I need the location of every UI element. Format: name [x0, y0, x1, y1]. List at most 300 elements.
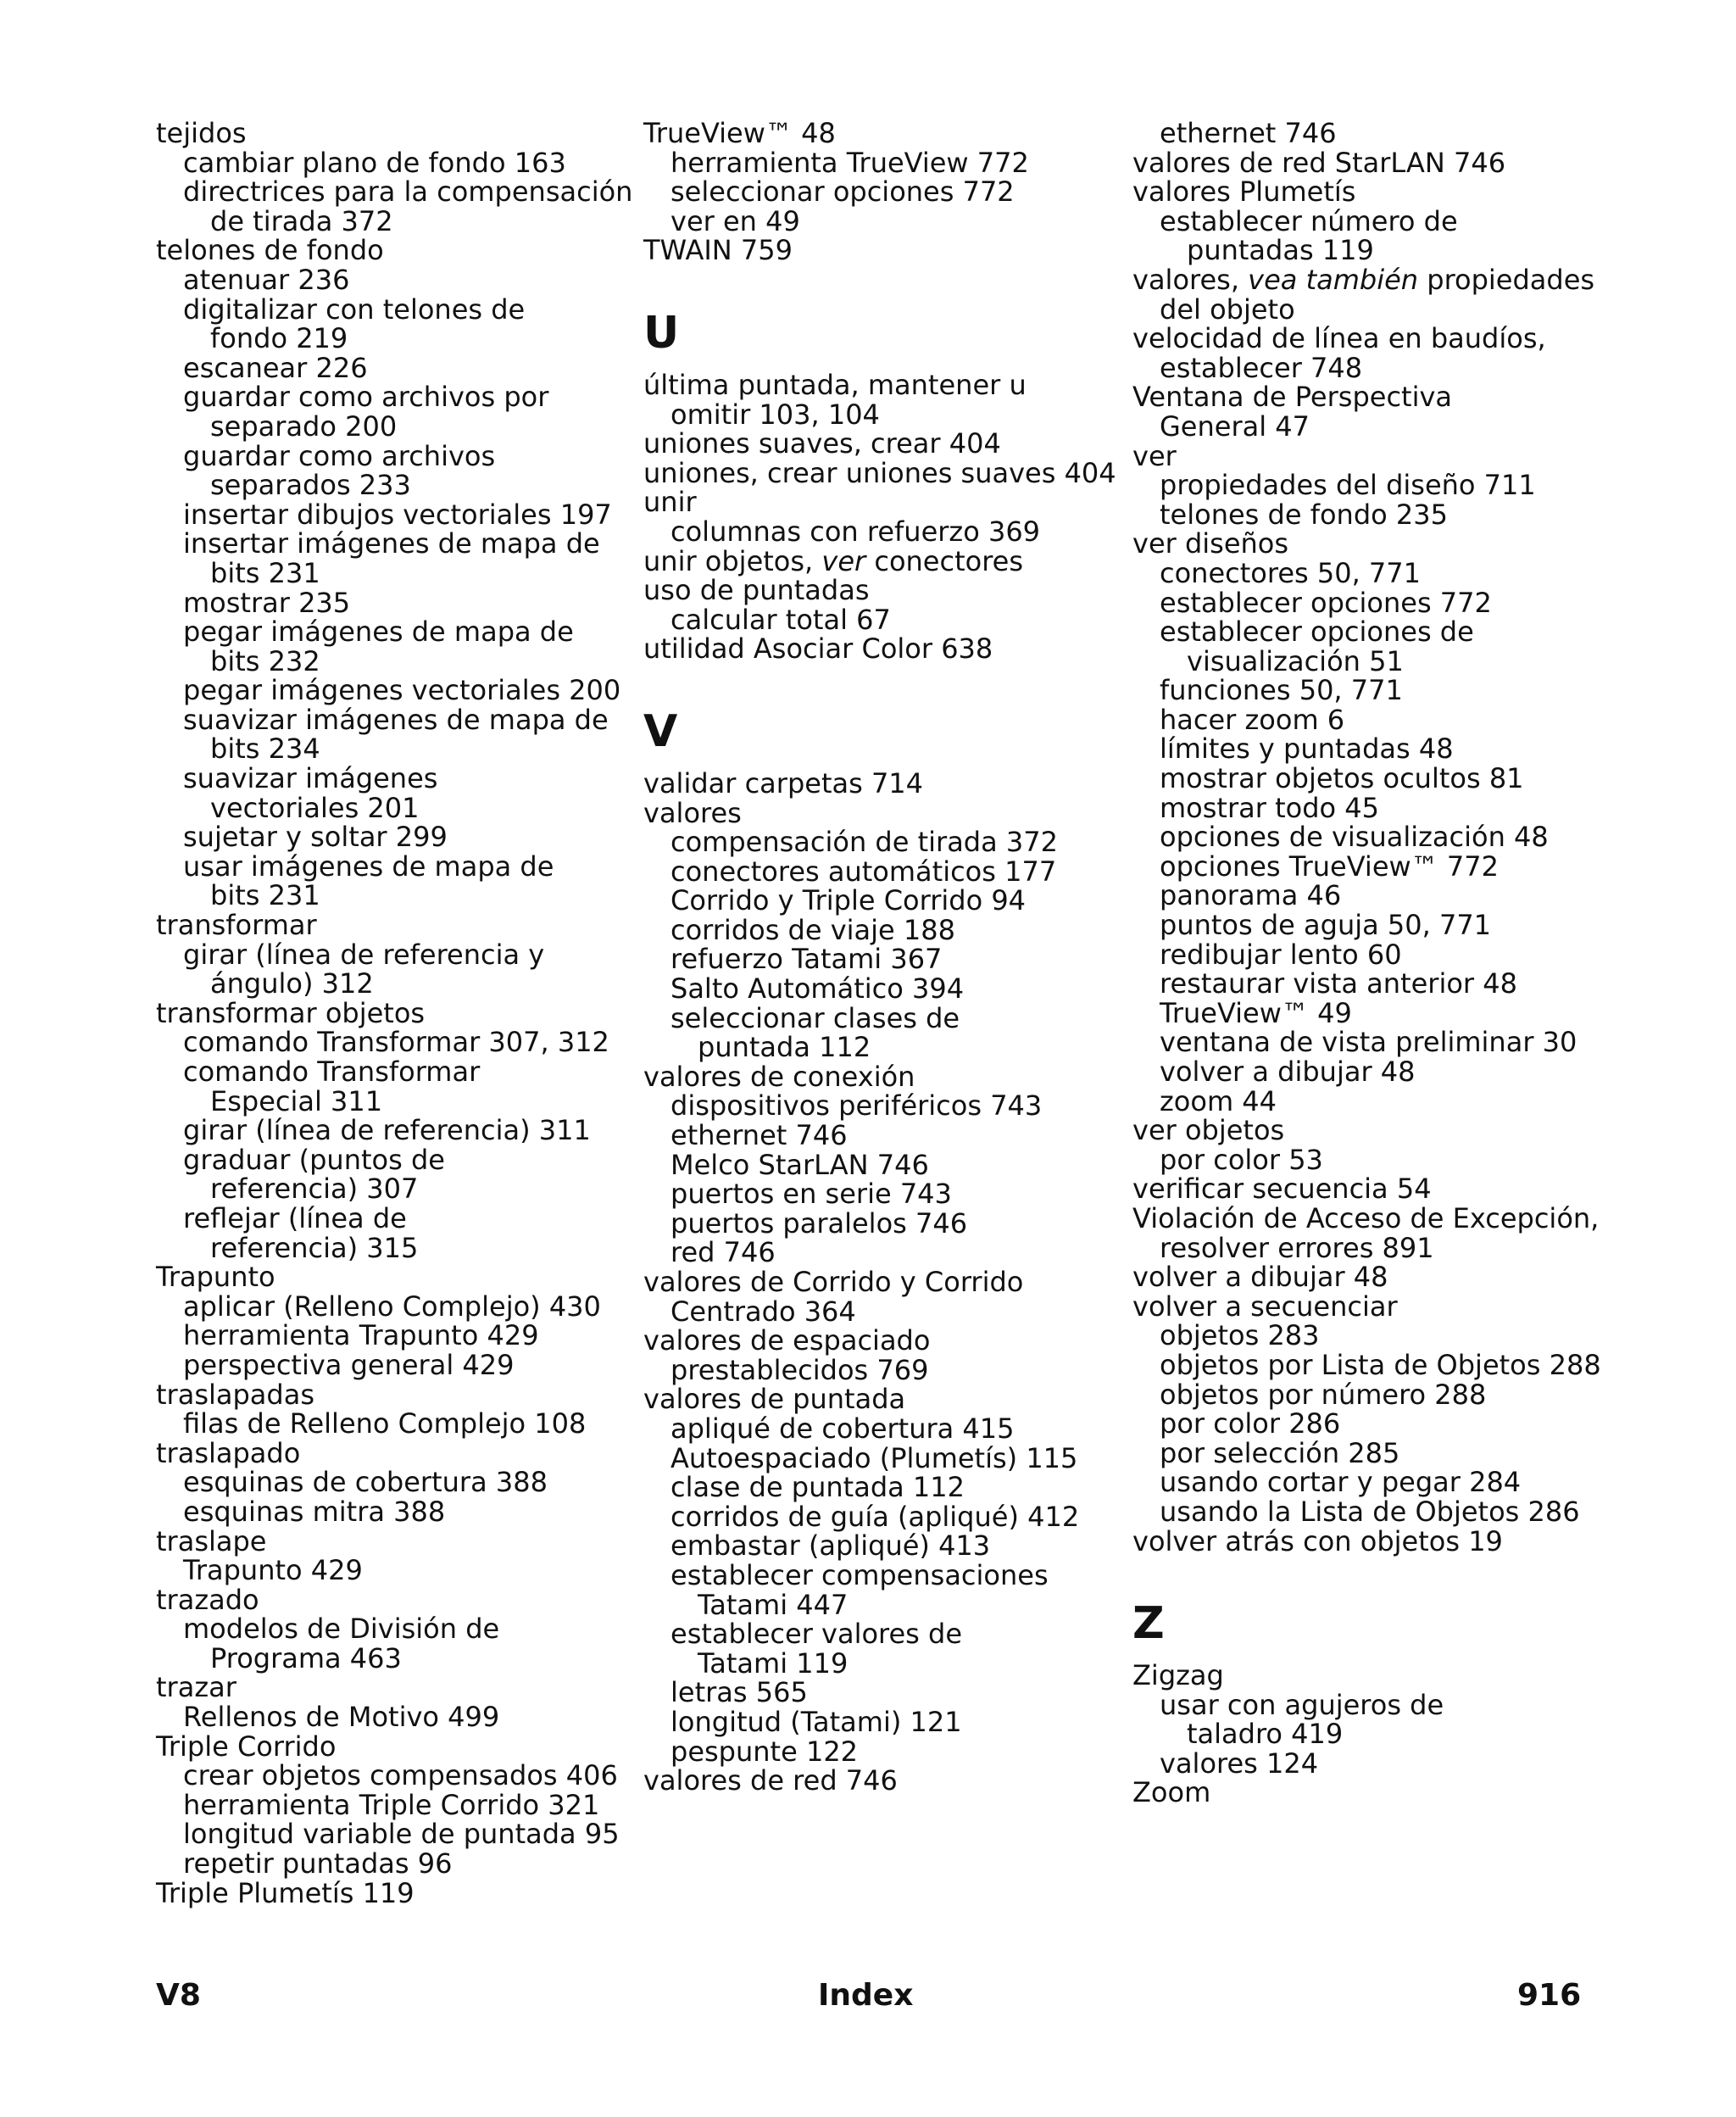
- entry-text: Rellenos de Motivo 499: [183, 1701, 500, 1734]
- index-entry: [643, 1384, 1127, 1414]
- index-entry: [1132, 529, 1641, 559]
- entry-text: objetos por número 288: [1160, 1378, 1487, 1411]
- entry-text: opciones TrueView™ 772: [1160, 850, 1499, 883]
- entry-text: Especial 311: [210, 1084, 383, 1117]
- entry-text: ver en 49: [670, 204, 800, 237]
- entry-text: red 746: [670, 1236, 776, 1269]
- index-subentry: [1132, 881, 1641, 911]
- index-subentry: [156, 1614, 631, 1644]
- entry-text: Programa 463: [210, 1641, 402, 1674]
- index-subentry: [156, 764, 631, 794]
- entry-text: calcular total 67: [670, 603, 891, 636]
- index-subentry: [156, 969, 631, 999]
- index-subentry: [643, 827, 1127, 857]
- section-letter: U: [643, 307, 680, 359]
- entry-text: transformar objetos: [156, 996, 426, 1029]
- index-subentry: [1132, 617, 1641, 647]
- index-subentry: [1132, 969, 1641, 999]
- entry-text: atenuar 236: [183, 263, 350, 296]
- index-entry: [1132, 1116, 1641, 1145]
- entry-text: mostrar 235: [183, 586, 351, 619]
- index-entry: [1132, 1524, 1641, 1557]
- footer-page-number: 916: [1517, 1978, 1582, 2013]
- index-entry: [1132, 177, 1641, 207]
- index-subentry: [156, 1057, 631, 1087]
- index-subentry: [643, 1033, 1127, 1062]
- entry-text: crear objetos compensados 406: [183, 1759, 618, 1792]
- entry-text: volver a secuenciar: [1132, 1290, 1398, 1323]
- index-subentry: [1132, 1321, 1641, 1351]
- entry-text: seleccionar clases de: [670, 1001, 960, 1034]
- index-subentry: [156, 471, 631, 500]
- index-subentry: [156, 791, 631, 824]
- entry-text: referencia) 307: [210, 1173, 419, 1206]
- index-subentry: [1132, 1028, 1641, 1057]
- index-subentry: [1132, 1468, 1641, 1497]
- entry-text: restaurar vista anterior 48: [1160, 967, 1517, 1000]
- entry-text: perspectiva general 429: [183, 1348, 515, 1381]
- entry-text: última puntada, mantener u: [643, 368, 1027, 401]
- entry-text: volver atrás con objetos 19: [1132, 1524, 1503, 1557]
- entry-text: puertos en serie 743: [670, 1178, 952, 1211]
- index-subentry: [1132, 471, 1641, 500]
- entry-text: columnas con refuerzo 369: [670, 515, 1041, 548]
- entry-text: Tatami 119: [698, 1646, 849, 1680]
- index-subentry: [156, 940, 631, 970]
- entry-text: ethernet 746: [1160, 117, 1337, 149]
- index-subentry: [1132, 1497, 1641, 1527]
- entry-text: directrices para la compensación: [183, 175, 633, 209]
- section-letter: V: [643, 705, 678, 757]
- entry-text: corridos de viaje 188: [670, 913, 955, 946]
- entry-text: volver a dibujar 48: [1132, 1261, 1388, 1294]
- index-subentry: [156, 676, 631, 705]
- index-subentry: [643, 1619, 1127, 1649]
- index-subentry: [643, 1588, 1127, 1621]
- index-subentry: [1132, 940, 1641, 970]
- index-subentry: [643, 517, 1127, 547]
- index-entry: [1132, 1778, 1641, 1808]
- index-subentry: [1132, 644, 1641, 677]
- entry-text: uniones, crear uniones suaves 404: [643, 456, 1116, 489]
- entry-text: valores,: [1132, 263, 1249, 296]
- entry-text: girar (línea de referencia) 311: [183, 1114, 591, 1147]
- index-subentry: [643, 886, 1127, 916]
- entry-text: por selección 285: [1160, 1436, 1400, 1469]
- entry-text: Trapunto 429: [183, 1554, 363, 1587]
- index-subentry: [1132, 292, 1641, 326]
- index-subentry: [1132, 1719, 1641, 1749]
- index-entry: [156, 1585, 631, 1615]
- index-entry: [643, 544, 1127, 577]
- entry-text: apliqué de cobertura 415: [670, 1412, 1015, 1445]
- index-entry: [156, 1380, 631, 1410]
- entry-text: herramienta Triple Corrido 321: [183, 1788, 600, 1821]
- entry-text: graduar (puntos de: [183, 1143, 445, 1176]
- index-subentry: [1132, 236, 1641, 265]
- entry-text: establecer 748: [1160, 351, 1363, 384]
- index-subentry: [156, 1849, 631, 1879]
- entry-text: longitud variable de puntada 95: [183, 1818, 620, 1851]
- index-subentry: [1132, 1231, 1641, 1264]
- index-entry: [1132, 265, 1641, 295]
- entry-text: longitud (Tatami) 121: [670, 1705, 962, 1738]
- entry-text: objetos por Lista de Objetos 288: [1160, 1348, 1601, 1381]
- index-subentry: [643, 1531, 1127, 1561]
- entry-text: usar imágenes de mapa de: [183, 850, 554, 883]
- entry-text: dispositivos periféricos 743: [670, 1089, 1043, 1123]
- index-subentry: [156, 1468, 631, 1497]
- entry-text: puntos de aguja 50, 771: [1160, 909, 1492, 942]
- index-subentry: [643, 400, 1127, 430]
- entry-text: puntadas 119: [1187, 234, 1374, 267]
- index-subentry: [1132, 1348, 1641, 1381]
- index-entry: [1132, 148, 1641, 178]
- index-subentry: [643, 1206, 1127, 1240]
- entry-text: traslape: [156, 1524, 267, 1557]
- entry-text: opciones de visualización 48: [1160, 821, 1549, 854]
- entry-text: trazado: [156, 1583, 259, 1616]
- entry-text: velocidad de línea en baudíos,: [1132, 322, 1546, 355]
- entry-text: mostrar todo 45: [1160, 791, 1379, 824]
- index-entry: [156, 119, 631, 148]
- index-subentry: [643, 1121, 1127, 1150]
- index-subentry: [156, 881, 631, 911]
- footer-section-title: Index: [818, 1978, 914, 2013]
- section-spacer: [643, 664, 1127, 694]
- entry-text: valores: [643, 796, 742, 829]
- entry-text: de tirada 372: [210, 204, 393, 237]
- index-entry: [156, 1876, 631, 1909]
- index-subentry: [643, 177, 1127, 207]
- entry-text: valores de red 746: [643, 1764, 898, 1797]
- entry-text: volver a dibujar 48: [1160, 1056, 1416, 1088]
- entry-text: suavizar imágenes: [183, 762, 438, 795]
- index-subentry: [156, 177, 631, 207]
- index-subentry: [156, 409, 631, 443]
- entry-text: transformar: [156, 909, 317, 942]
- index-subentry: [643, 944, 1127, 974]
- index-subentry: [643, 1297, 1127, 1327]
- entry-text: ventana de vista preliminar 30: [1160, 1026, 1577, 1059]
- index-subentry: [156, 500, 631, 530]
- index-subentry: [1132, 1409, 1641, 1439]
- entry-text: por color 53: [1160, 1143, 1323, 1176]
- entry-text: letras 565: [670, 1676, 808, 1709]
- index-subentry: [156, 1641, 631, 1674]
- entry-text: establecer número de: [1160, 204, 1458, 237]
- index-subentry: [643, 1473, 1127, 1502]
- entry-text: traslapado: [156, 1436, 301, 1469]
- index-subentry: [156, 1292, 631, 1322]
- entry-text: insertar dibujos vectoriales 197: [183, 498, 612, 531]
- entry-text: suavizar imágenes de mapa de: [183, 703, 609, 736]
- entry-text: embastar (apliqué) 413: [670, 1529, 991, 1563]
- entry-text: propiedades del diseño 711: [1160, 469, 1536, 502]
- entry-text: valores de Corrido y Corrido: [643, 1266, 1024, 1298]
- index-subentry: [156, 204, 631, 237]
- index-entry: [1132, 324, 1641, 354]
- index-subentry: [156, 265, 631, 295]
- index-subentry: [156, 148, 631, 178]
- index-column-3: [1132, 119, 1641, 1808]
- entry-text: digitalizar con telones de: [183, 292, 526, 326]
- index-entry: [156, 996, 631, 1029]
- index-subentry: [156, 1321, 631, 1351]
- index-entry: [643, 1766, 1127, 1796]
- entry-text: objetos 283: [1160, 1319, 1320, 1352]
- entry-text: validar carpetas 714: [643, 766, 924, 799]
- entry-text: verificar secuencia 54: [1132, 1173, 1432, 1206]
- entry-text: traslapadas: [156, 1378, 314, 1411]
- index-subentry: [1132, 911, 1641, 940]
- index-subentry: [1132, 1057, 1641, 1087]
- index-subentry: [643, 1705, 1127, 1738]
- entry-text: valores de conexión: [643, 1060, 915, 1093]
- entry-text: filas de Relleno Complejo 108: [183, 1407, 587, 1440]
- index-subentry: [156, 1084, 631, 1117]
- index-entry: [1132, 439, 1641, 472]
- entry-text: Melco StarLAN 746: [670, 1148, 929, 1181]
- index-entry: [643, 766, 1127, 799]
- index-entry: [643, 487, 1127, 517]
- index-subentry: [1132, 409, 1641, 443]
- index-subentry: [156, 324, 631, 354]
- entry-text: seleccionar opciones 772: [670, 175, 1015, 209]
- index-entry: [643, 236, 1127, 265]
- index-entry: [156, 1262, 631, 1292]
- entry-text: hacer zoom 6: [1160, 703, 1345, 736]
- entry-text: mostrar objetos ocultos 81: [1160, 762, 1524, 795]
- index-subentry: [1132, 822, 1641, 852]
- index-subentry: [156, 1348, 631, 1381]
- index-subentry: [643, 1502, 1127, 1532]
- index-subentry: [156, 439, 631, 472]
- entry-cross-reference: vea también: [1248, 263, 1419, 296]
- entry-text: escanear 226: [183, 351, 368, 384]
- entry-text: usar con agujeros de: [1160, 1688, 1444, 1721]
- entry-text: Corrido y Triple Corrido 94: [670, 884, 1027, 917]
- index-entry: [1132, 1174, 1641, 1204]
- entry-text: usando la Lista de Objetos 286: [1160, 1495, 1580, 1528]
- entry-text: valores de espaciado: [643, 1324, 931, 1357]
- index-entry: [643, 1267, 1127, 1297]
- index-subentry: [156, 1174, 631, 1204]
- section-letter: Z: [1132, 1598, 1165, 1650]
- entry-text: resolver errores 891: [1160, 1231, 1434, 1264]
- index-subentry: [1132, 734, 1641, 764]
- index-subentry: [1132, 996, 1641, 1029]
- index-entry: [156, 1732, 631, 1762]
- index-entry: [1132, 382, 1641, 412]
- index-entry: [156, 1436, 631, 1469]
- index-entry: [156, 1673, 631, 1702]
- entry-text: Trapunto: [156, 1261, 275, 1294]
- entry-text: valores Plumetís: [1132, 175, 1356, 209]
- index-subentry: [643, 148, 1127, 178]
- index-entry: [643, 1062, 1127, 1092]
- entry-text: unir: [643, 486, 697, 519]
- index-subentry: [1132, 791, 1641, 824]
- index-subentry: [643, 1441, 1127, 1474]
- index-subentry: [156, 617, 631, 647]
- entry-text: separados 233: [210, 469, 411, 502]
- entry-text: Zoom: [1132, 1776, 1211, 1809]
- entry-text: guardar como archivos por: [183, 381, 549, 414]
- index-subentry: [1132, 705, 1641, 735]
- entry-text: refuerzo Tatami 367: [670, 943, 943, 976]
- entry-text: bits 232: [210, 644, 320, 677]
- entry-text: comando Transformar: [183, 1056, 481, 1088]
- entry-text: Tatami 447: [698, 1588, 849, 1621]
- index-subentry: [156, 1761, 631, 1791]
- entry-text: guardar como archivos: [183, 439, 496, 472]
- entry-text: clase de puntada 112: [670, 1471, 965, 1504]
- entry-text: establecer valores de: [670, 1618, 963, 1651]
- index-subentry: [643, 857, 1127, 887]
- index-entry: [643, 429, 1127, 459]
- index-entry: [643, 370, 1127, 400]
- entry-text: trazar: [156, 1671, 236, 1704]
- entry-text: unir objetos,: [643, 544, 822, 577]
- entry-text: del objeto: [1160, 292, 1295, 326]
- index-entry: [1132, 1292, 1641, 1322]
- entry-text-after: conectores: [865, 544, 1024, 577]
- index-subentry: [643, 1678, 1127, 1708]
- index-subentry: [643, 913, 1127, 946]
- index-subentry: [643, 1091, 1127, 1121]
- entry-text: Violación de Acceso de Excepción,: [1132, 1201, 1600, 1234]
- index-subentry: [156, 588, 631, 618]
- index-subentry: [156, 1556, 631, 1585]
- entry-text: Ventana de Perspectiva: [1132, 381, 1453, 414]
- index-entry: [1132, 1201, 1641, 1234]
- index-subentry: [643, 1558, 1127, 1591]
- entry-text: prestablecidos 769: [670, 1353, 929, 1386]
- entry-text: reflejar (línea de: [183, 1201, 407, 1234]
- entry-text: sujetar y soltar 299: [183, 821, 448, 854]
- entry-text: corridos de guía (apliqué) 412: [670, 1500, 1080, 1533]
- index-subentry: [156, 1497, 631, 1527]
- entry-text: Autoespaciado (Plumetís) 115: [670, 1441, 1078, 1474]
- entry-text: pespunte 122: [670, 1735, 859, 1768]
- index-subentry: [643, 1150, 1127, 1180]
- entry-text: límites y puntadas 48: [1160, 733, 1454, 766]
- entry-text: ver diseños: [1132, 527, 1289, 560]
- index-subentry: [643, 204, 1127, 237]
- index-subentry: [156, 292, 631, 326]
- entry-text: General 47: [1160, 409, 1310, 443]
- entry-text: bits 231: [210, 879, 320, 912]
- entry-text: TrueView™ 49: [1160, 996, 1352, 1029]
- index-entry: [643, 1326, 1127, 1356]
- entry-text: establecer opciones 772: [1160, 586, 1492, 619]
- entry-text: establecer opciones de: [1160, 616, 1474, 649]
- entry-text: visualización 51: [1187, 644, 1404, 677]
- section-spacer: [1132, 1556, 1641, 1586]
- index-subentry: [156, 1116, 631, 1145]
- entry-text: comando Transformar 307, 312: [183, 1026, 609, 1059]
- entry-text: panorama 46: [1160, 879, 1342, 912]
- index-subentry: [156, 351, 631, 384]
- index-subentry: [1132, 351, 1641, 384]
- index-subentry: [643, 1001, 1127, 1034]
- entry-text: Centrado 364: [670, 1295, 856, 1328]
- index-subentry: [156, 1409, 631, 1439]
- entry-text: telones de fondo 235: [1160, 498, 1448, 531]
- index-subentry: [1132, 556, 1641, 589]
- entry-text: por color 286: [1160, 1407, 1341, 1440]
- index-entry: [156, 236, 631, 265]
- entry-text: Triple Corrido: [156, 1730, 337, 1763]
- entry-text-after: propiedades: [1418, 263, 1595, 296]
- index-subentry: [156, 705, 631, 735]
- index-subentry: [643, 1646, 1127, 1680]
- index-entry: [643, 119, 1127, 148]
- index-entry: [643, 576, 1127, 605]
- index-subentry: [156, 1702, 631, 1732]
- entry-text: ethernet 746: [670, 1119, 848, 1152]
- entry-text: cambiar plano de fondo 163: [183, 146, 566, 179]
- entry-text: fondo 219: [210, 322, 348, 355]
- index-subentry: [156, 556, 631, 589]
- index-subentry: [156, 822, 631, 852]
- index-subentry: [156, 1201, 631, 1234]
- index-entry: [643, 796, 1127, 829]
- index-subentry: [1132, 588, 1641, 618]
- index-subentry: [156, 529, 631, 559]
- index-subentry: [156, 1145, 631, 1175]
- footer-version: V8: [156, 1978, 201, 2013]
- index-entry: [1132, 1262, 1641, 1292]
- index-subentry: [1132, 119, 1641, 148]
- index-entry: [643, 456, 1127, 489]
- entry-text: pegar imágenes vectoriales 200: [183, 674, 621, 707]
- entry-text: telones de fondo: [156, 234, 384, 267]
- index-entry: [643, 634, 1127, 664]
- entry-text: bits 234: [210, 733, 320, 766]
- index-subentry: [1132, 852, 1641, 882]
- entry-text: tejidos: [156, 117, 247, 149]
- entry-text: utilidad Asociar Color 638: [643, 632, 993, 666]
- entry-text: insertar imágenes de mapa de: [183, 527, 600, 560]
- index-subentry: [156, 1788, 631, 1821]
- entry-text: ver objetos: [1132, 1114, 1285, 1147]
- entry-text: compensación de tirada 372: [670, 826, 1058, 859]
- index-subentry: [156, 852, 631, 882]
- index-subentry: [643, 1179, 1127, 1209]
- entry-text: valores de puntada: [643, 1383, 906, 1416]
- index-subentry: [156, 644, 631, 677]
- entry-text: uso de puntadas: [643, 574, 870, 607]
- index-subentry: [1132, 1084, 1641, 1117]
- index-subentry: [1132, 1749, 1641, 1779]
- entry-text: aplicar (Relleno Complejo) 430: [183, 1290, 601, 1323]
- entry-text: esquinas de cobertura 388: [183, 1466, 548, 1499]
- entry-text: ángulo) 312: [210, 967, 374, 1000]
- entry-text: separado 200: [210, 409, 398, 443]
- entry-text: referencia) 315: [210, 1231, 419, 1264]
- entry-text: vectoriales 201: [210, 791, 420, 824]
- entry-text: valores de red StarLAN 746: [1132, 146, 1506, 179]
- index-subentry: [156, 1028, 631, 1057]
- entry-text: TWAIN 759: [643, 234, 793, 267]
- index-column-2: [643, 119, 1127, 1796]
- entry-text: establecer compensaciones: [670, 1558, 1049, 1591]
- entry-text: herramienta TrueView 772: [670, 146, 1029, 179]
- entry-text: Salto Automático 394: [670, 972, 965, 1006]
- entry-text: ver: [1132, 439, 1177, 472]
